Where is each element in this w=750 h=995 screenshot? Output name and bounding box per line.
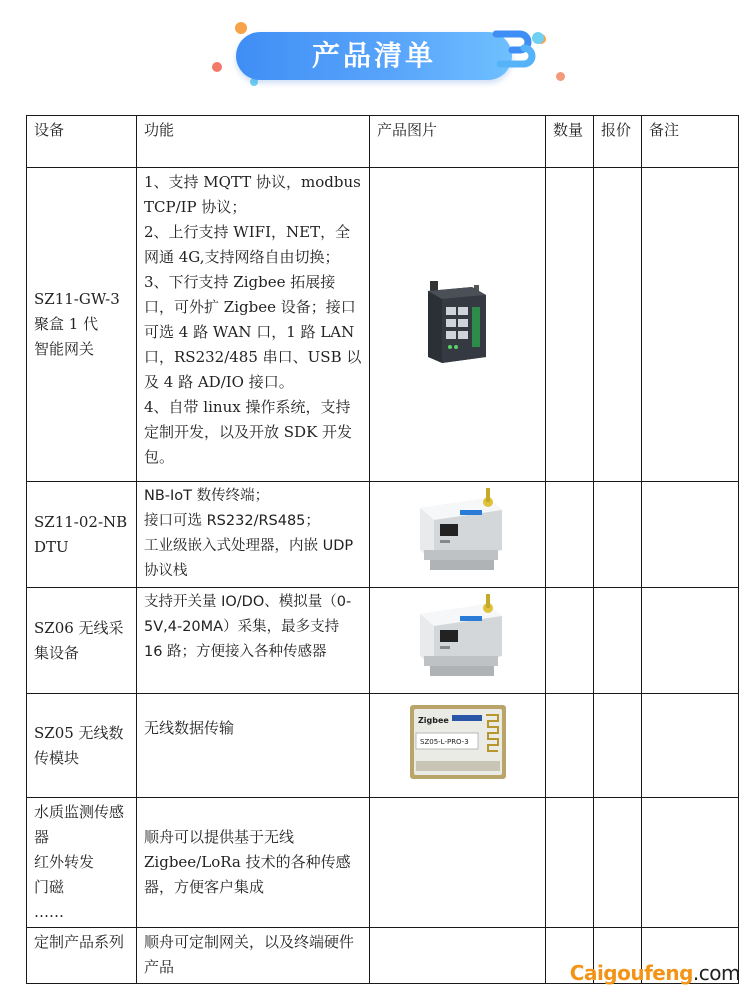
note-cell [642,694,739,798]
device-name: 定制产品系列 [34,933,125,951]
site-watermark [570,961,740,985]
table-row [27,588,739,694]
collector-device-image [410,594,506,680]
image-cell [370,694,546,798]
device-name: SZ06 无线采集设备 [34,618,124,662]
product-list-table [26,115,739,984]
image-cell [370,798,546,928]
function-text: 1、支持 MQTT 协议，modbus TCP/IP 协议； [144,173,361,216]
header-function: 功能 [137,116,370,168]
device-name: SZ11-GW-3 [34,290,120,308]
device-cell [27,588,137,694]
device-cell [27,168,137,482]
note-cell [642,588,739,694]
table-header-row [27,116,739,168]
device-cell [27,694,137,798]
quantity-cell [546,168,594,482]
function-text: 顺舟可以提供基于无线 Zigbee/LoRa 技术的各种传感器，方便客户集成 [144,828,351,896]
device-cell [27,928,137,984]
note-cell [642,168,739,482]
function-text: 顺舟可定制网关，以及终端硬件产品 [144,933,355,976]
note-cell [642,482,739,588]
function-text: 工业级嵌入式处理器，内嵌 UDP 协议栈 [144,538,354,579]
device-cell [27,482,137,588]
title-banner [0,0,750,100]
device-name: 红外转发 [34,853,95,871]
quantity-cell [546,798,594,928]
device-cell [27,798,137,928]
table-row [27,482,739,588]
table-row [27,798,739,928]
image-cell [370,482,546,588]
decor-dot [212,62,222,72]
function-text: 2、上行支持 WIFI，NET，全网通 4G,支持网络自由切换； [144,223,351,266]
zigbee-board-image [408,703,508,781]
price-cell [594,798,642,928]
function-text: 4、自带 linux 操作系统，支持定制开发，以及开放 SDK 开发包。 [144,398,353,466]
watermark-brand: Caigoufeng [569,961,693,985]
header-image: 产品图片 [370,116,546,168]
function-text: 接口可选 RS232/RS485； [144,513,320,529]
board-brand-text: Zigbee [417,715,449,725]
device-name: DTU [34,537,69,556]
function-cell [137,482,370,588]
device-name: SZ05 无线数传模块 [34,723,124,767]
device-name: 门磁 [34,878,65,896]
header-price: 报价 [594,116,642,168]
quantity-cell [546,694,594,798]
price-cell [594,694,642,798]
image-cell [370,168,546,482]
function-text: 支持开关量 IO/DO、模拟量（0-5V,4-20MA）采集，最多支持 16 路；方便接入各种传感器 [144,594,352,660]
price-cell [594,482,642,588]
device-name: 智能网关 [34,340,95,358]
table-row [27,168,739,482]
device-name: SZ11-02-NB [34,512,128,531]
device-name: …… [34,903,64,921]
function-cell [137,588,370,694]
price-cell [594,588,642,694]
header-quantity: 数量 [546,116,594,168]
note-cell [642,798,739,928]
board-model-text: SZ05-L-PRO-3 [419,737,469,746]
image-cell [370,588,546,694]
dtu-module-image [410,488,506,574]
function-cell [137,928,370,984]
function-cell [137,168,370,482]
watermark-domain: .com [692,961,740,985]
function-cell [137,798,370,928]
device-name: 聚盒 1 代 [34,315,99,333]
header-note: 备注 [642,116,739,168]
quantity-cell [546,588,594,694]
decor-dot [556,72,565,81]
device-name: 水质监测传感器 [34,803,125,846]
image-cell [370,928,546,984]
quantity-cell [546,482,594,588]
price-cell [594,168,642,482]
function-cell [137,694,370,798]
function-text: 无线数据传输 [144,719,235,737]
header-device: 设备 [27,116,137,168]
function-text: NB-IoT 数传终端； [144,488,270,504]
function-text: 3、下行支持 Zigbee 拓展接口，可外扩 Zigbee 设备；接口可选 4 路 WAN 口，1 路 LAN 口，RS232/485 串口、USB 以及 4 路 AD/IO 接口。 [144,273,362,391]
gateway-device-image [422,277,494,365]
table-row [27,694,739,798]
page-title: 产品清单 [311,39,436,72]
